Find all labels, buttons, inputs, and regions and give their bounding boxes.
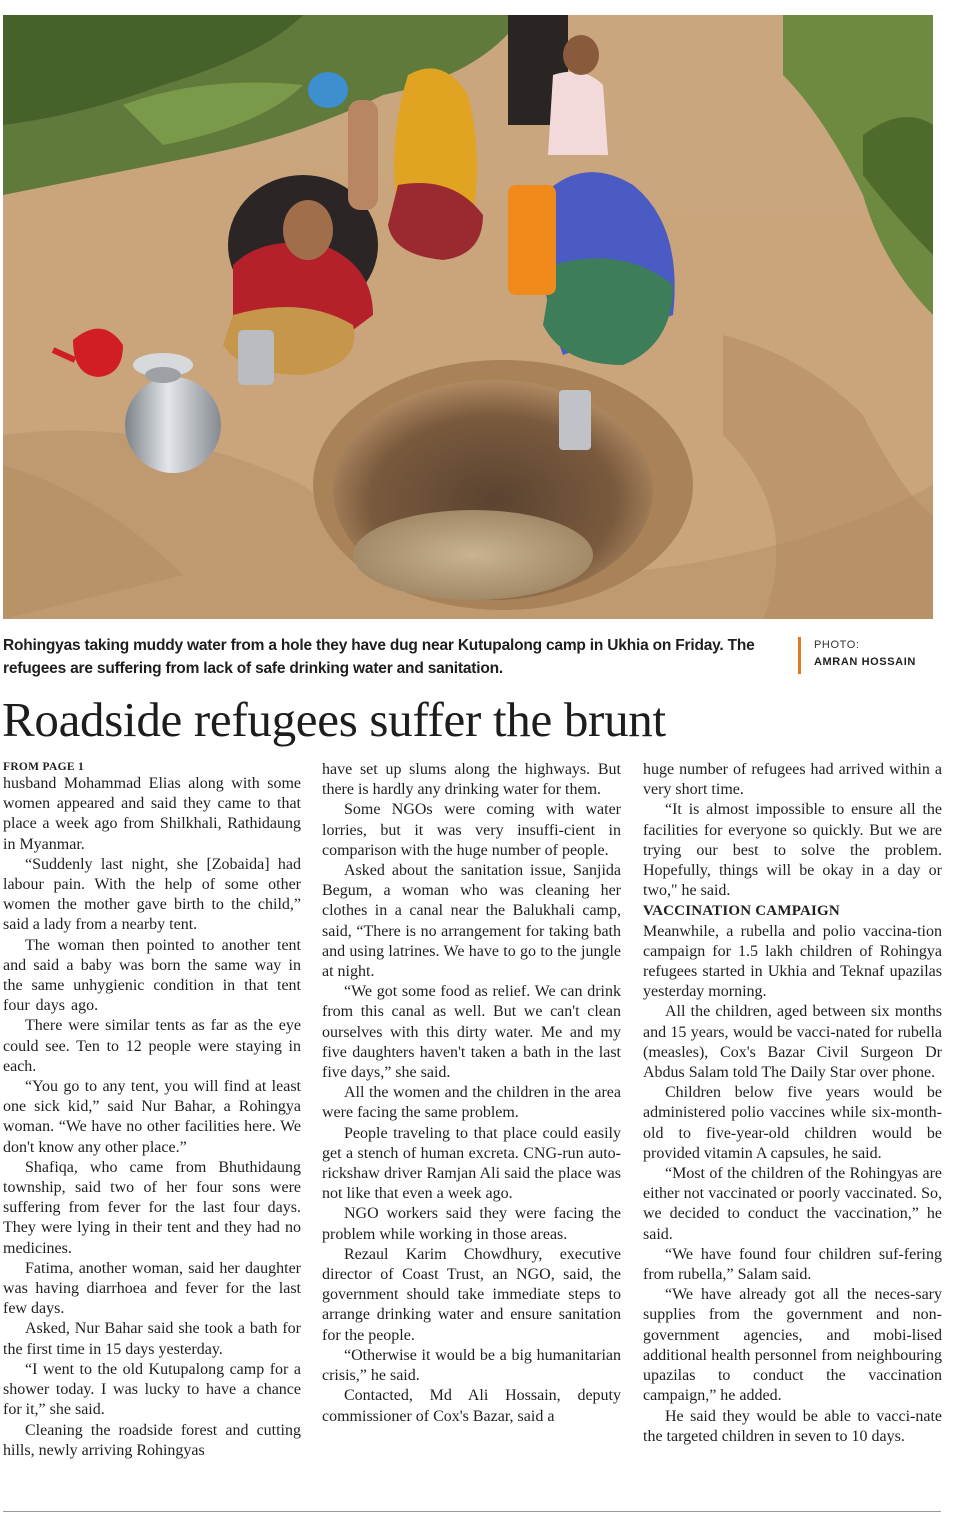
paragraph: All the children, aged between six months and 15 years, would be vacci-nated for rubella (measles), Cox's Bazar Civil Surgeon Dr Abdus Salam told The Daily Star over phone. — [643, 1003, 942, 1082]
paragraph: Contacted, Md Ali Hossain, deputy commissioner of Cox's Bazar, said a — [322, 1387, 621, 1425]
paragraph: The woman then pointed to another tent and said a baby was born the same way in the same unhygienic condition in that tent four days ago. — [3, 936, 301, 1015]
article-column-3 — [643, 760, 942, 1447]
paragraph: Children below five years would be administered polio vaccines while six-month-old to five-year-old children would be provided vitamin A capsules, he said. — [643, 1084, 942, 1162]
bottom-divider — [3, 1511, 941, 1512]
paragraph: “Most of the children of the Rohingyas are either not vaccinated or poorly vaccinated. So, we decided to conduct the vaccination,” he said. — [643, 1165, 942, 1243]
paragraph: Shafiqa, who came from Bhuthidaung township, said two of her four sons were suffering from fever for the last four days. They were lying in their tent and they had no medicines. — [3, 1158, 301, 1257]
paragraph: Some NGOs were coming with water lorries, but it was very insuffi-cient in comparison with the huge number of people. — [322, 801, 621, 859]
paragraph: “Otherwise it would be a big humanitarian crisis,” he said. — [322, 1346, 621, 1385]
paragraph: “It is almost impossible to ensure all the facilities for everyone so quickly. But we are trying our best to solve the problem. Hopefully, things will be okay in a day or two," he said. — [643, 801, 942, 900]
paragraph: have set up slums along the highways. But there is hardly any drinking water for them. — [322, 761, 621, 799]
paragraph: He said they would be able to vacci-nate the targeted children in seven to 10 days. — [643, 1407, 942, 1445]
paragraph: People traveling to that place could easily get a stench of human excreta. CNG-run auto-rickshaw driver Ramjan Ali said the place was not like that even a week ago. — [322, 1124, 621, 1203]
paragraph: Cleaning the roadside forest and cutting hills, newly arriving Rohingyas — [3, 1421, 301, 1459]
paragraph: “We got some food as relief. We can drink from this canal as well. But we can't clean ourselves with this dirty water. Me and my five daughters haven't taken a bath in the last five days,” she said. — [322, 983, 621, 1082]
photo-credit — [798, 637, 916, 674]
section-subhead: VACCINATION CAMPAIGN — [643, 903, 840, 920]
paragraph: Asked, Nur Bahar said she took a bath for the first time in 15 days yesterday. — [3, 1320, 301, 1358]
page-jump-kicker: FROM PAGE 1 — [3, 761, 85, 773]
article-column-2 — [322, 760, 621, 1427]
paragraph: NGO workers said they were facing the problem while working in those areas. — [322, 1205, 621, 1243]
paragraph: “Suddenly last night, she [Zobaida] had labour pain. With the help of some other women the mother gave birth to the child,” said a lady from a nearby tent. — [3, 855, 301, 934]
paragraph: Meanwhile, a rubella and polio vaccina-tion campaign for 1.5 lakh children of Rohingya refugees started in Ukhia and Teknaf upazilas yesterday morning. — [643, 922, 942, 1001]
paragraph: huge number of refugees had arrived within a very short time. — [643, 761, 942, 799]
paragraph: All the women and the children in the area were facing the same problem. — [322, 1084, 621, 1122]
paragraph: There were similar tents as far as the eye could see. Ten to 12 people were staying in each. — [3, 1017, 301, 1075]
paragraph: Fatima, another woman, said her daughter was having diarrhoea and fever for the last few days. — [3, 1259, 301, 1318]
paragraph: husband Mohammad Elias along with some women appeared and said they came to that place a week ago from Shilkhali, Rathidaung in Myanmar. — [3, 775, 301, 853]
photographer-name: AMRAN HOSSAIN — [814, 656, 916, 668]
paragraph: “I went to the old Kutupalong camp for a shower today. I was lucky to have a chance for it,” she said. — [3, 1360, 301, 1419]
refugee-water-hole-photo — [3, 15, 933, 619]
paragraph: Asked about the sanitation issue, Sanjida Begum, a woman who was cleaning her clothes in a canal near the Balukhali camp, said, “There is no arrangement for taking bath and using latrines. We have to go to the jungle at night. — [322, 862, 621, 981]
paragraph: “You go to any tent, you will find at least one sick kid,” said Nur Bahar, a Rohingya woman. “We have no other facilities here. We don't know any other place.” — [3, 1078, 301, 1156]
paragraph: Rezaul Karim Chowdhury, executive director of Coast Trust, an NGO, said, the government should take immediate steps to arrange drinking water and ensure sanitation for the people. — [322, 1245, 621, 1344]
photo-caption: Rohingyas taking muddy water from a hole they have dug near Kutupalong camp in Ukhia on Friday. The refugees are suffering from lack of safe drinking water and sanitation. — [3, 637, 755, 677]
headline: Roadside refugees suffer the brunt — [2, 692, 666, 747]
article-column-1 — [3, 760, 301, 1461]
photo-credit-label: PHOTO: — [814, 639, 860, 651]
paragraph: “We have already got all the neces-sary supplies from the government and non-government agencies, and mobi-lised additional health personnel from neighbouring upazilas to conduct the vaccination campaign,” he added. — [643, 1286, 942, 1405]
paragraph: “We have found four children suf-fering from rubella,” Salam said. — [643, 1245, 942, 1284]
